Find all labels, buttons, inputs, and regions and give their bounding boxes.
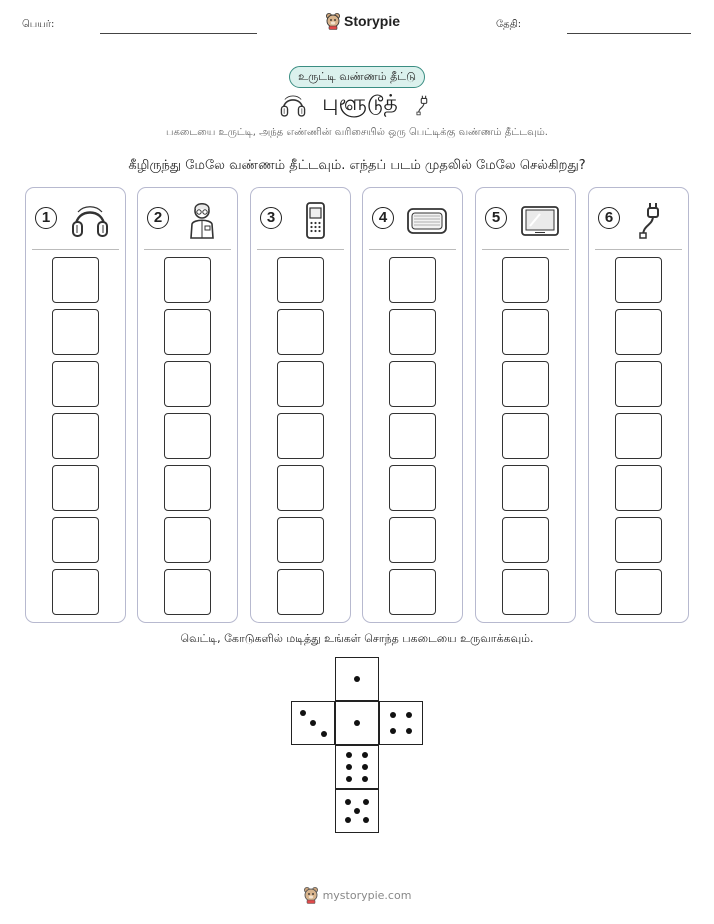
color-box[interactable]: [52, 361, 99, 407]
column-number: 4: [372, 207, 394, 229]
cut-instruction: வெட்டி, கோடுகளில் மடித்து உங்கள் சொந்த பகடையை உருவாக்கவும்.: [180, 632, 534, 645]
color-box[interactable]: [389, 361, 436, 407]
color-box[interactable]: [277, 517, 324, 563]
die-pip: [390, 728, 396, 734]
die-pip: [406, 712, 412, 718]
color-box[interactable]: [615, 309, 662, 355]
color-box[interactable]: [502, 309, 549, 355]
die-pip: [362, 764, 368, 770]
color-box[interactable]: [277, 361, 324, 407]
die-pip: [310, 720, 316, 726]
dice-column-1: [25, 187, 126, 623]
column-header: [476, 188, 575, 250]
date-line[interactable]: [567, 33, 691, 34]
color-box[interactable]: [52, 413, 99, 459]
color-box[interactable]: [52, 309, 99, 355]
color-box[interactable]: [277, 257, 324, 303]
column-divider: [595, 249, 682, 250]
color-box[interactable]: [615, 413, 662, 459]
die-pip: [354, 720, 360, 726]
column-number: 2: [147, 207, 169, 229]
die-pip: [362, 752, 368, 758]
color-box[interactable]: [52, 569, 99, 615]
die-pip: [354, 676, 360, 682]
column-divider: [32, 249, 119, 250]
color-box[interactable]: [52, 257, 99, 303]
color-box[interactable]: [277, 309, 324, 355]
bluetooth-speaker-icon: [405, 200, 449, 240]
die-pip: [363, 799, 369, 805]
die-pip: [346, 752, 352, 758]
dice-column-4: [362, 187, 463, 623]
bear-mascot-icon: [325, 12, 341, 30]
die-pip: [390, 712, 396, 718]
column-divider: [482, 249, 569, 250]
die-face: [335, 701, 379, 745]
footer-url: mystorypie.com: [322, 888, 412, 902]
column-number: 3: [260, 207, 282, 229]
die-pip: [321, 731, 327, 737]
instructions-text: பகடையை உருட்டி, அந்த எண்ணின் வரிசையில் ஒரு பெட்டிக்கு வண்ணம் தீட்டவும்.: [166, 127, 548, 138]
color-box[interactable]: [502, 361, 549, 407]
color-box[interactable]: [277, 413, 324, 459]
brand-name: Storypie: [344, 13, 401, 29]
footer: [0, 886, 714, 904]
color-box[interactable]: [52, 517, 99, 563]
color-box[interactable]: [389, 257, 436, 303]
color-box[interactable]: [389, 569, 436, 615]
color-box[interactable]: [615, 361, 662, 407]
color-box[interactable]: [277, 465, 324, 511]
bear-mascot-icon: [303, 886, 319, 904]
activity-pill: உருட்டி வண்ணம் தீட்டு: [289, 66, 425, 88]
color-box[interactable]: [615, 569, 662, 615]
column-divider: [369, 249, 456, 250]
die-pip: [345, 799, 351, 805]
headphones-icon: [68, 200, 112, 240]
color-box[interactable]: [389, 309, 436, 355]
die-face: [379, 701, 423, 745]
color-box[interactable]: [164, 465, 211, 511]
color-box[interactable]: [164, 257, 211, 303]
date-label: தேதி:: [496, 19, 522, 30]
name-label: பெயர்:: [22, 19, 55, 30]
mobile-phone-icon: [293, 200, 337, 240]
tablet-icon: [518, 200, 562, 240]
die-pip: [300, 710, 306, 716]
die-face: [335, 789, 379, 833]
dice-column-6: [588, 187, 689, 623]
color-box[interactable]: [502, 257, 549, 303]
name-line[interactable]: [100, 33, 257, 34]
question-text: கீழிருந்து மேலே வண்ணம் தீட்டவும். எந்தப் படம் முதலில் மேலே செல்கிறது?: [128, 158, 586, 173]
color-box[interactable]: [389, 413, 436, 459]
column-header: [363, 188, 462, 250]
charging-cable-icon: [412, 90, 436, 120]
title-row: [0, 90, 714, 120]
dice-column-5: [475, 187, 576, 623]
charging-cable-icon: [631, 200, 675, 240]
dice-column-3: [250, 187, 351, 623]
color-box[interactable]: [502, 413, 549, 459]
die-pip: [362, 776, 368, 782]
column-divider: [257, 249, 344, 250]
die-face: [335, 745, 379, 789]
color-box[interactable]: [164, 517, 211, 563]
color-box[interactable]: [389, 517, 436, 563]
engineer-icon: [180, 200, 224, 240]
color-box[interactable]: [52, 465, 99, 511]
column-divider: [144, 249, 231, 250]
die-face: [291, 701, 335, 745]
die-pip: [354, 808, 360, 814]
color-box[interactable]: [164, 413, 211, 459]
color-box[interactable]: [164, 569, 211, 615]
column-header: [26, 188, 125, 250]
color-box[interactable]: [502, 465, 549, 511]
color-box[interactable]: [502, 569, 549, 615]
color-box[interactable]: [389, 465, 436, 511]
column-number: 5: [485, 207, 507, 229]
storypie-logo: [325, 12, 400, 30]
die-pip: [363, 817, 369, 823]
headphones-icon: [278, 90, 308, 120]
die-pip: [406, 728, 412, 734]
column-number: 6: [598, 207, 620, 229]
color-box[interactable]: [277, 569, 324, 615]
die-pip: [346, 764, 352, 770]
die-face: [335, 657, 379, 701]
color-box[interactable]: [615, 257, 662, 303]
column-number: 1: [35, 207, 57, 229]
column-header: [589, 188, 688, 250]
column-header: [138, 188, 237, 250]
die-pip: [346, 776, 352, 782]
color-box[interactable]: [164, 361, 211, 407]
dice-column-2: [137, 187, 238, 623]
color-box[interactable]: [164, 309, 211, 355]
die-pip: [345, 817, 351, 823]
page-title: புளூடூத்: [322, 91, 398, 116]
color-box[interactable]: [502, 517, 549, 563]
color-box[interactable]: [615, 465, 662, 511]
color-box[interactable]: [615, 517, 662, 563]
column-header: [251, 188, 350, 250]
